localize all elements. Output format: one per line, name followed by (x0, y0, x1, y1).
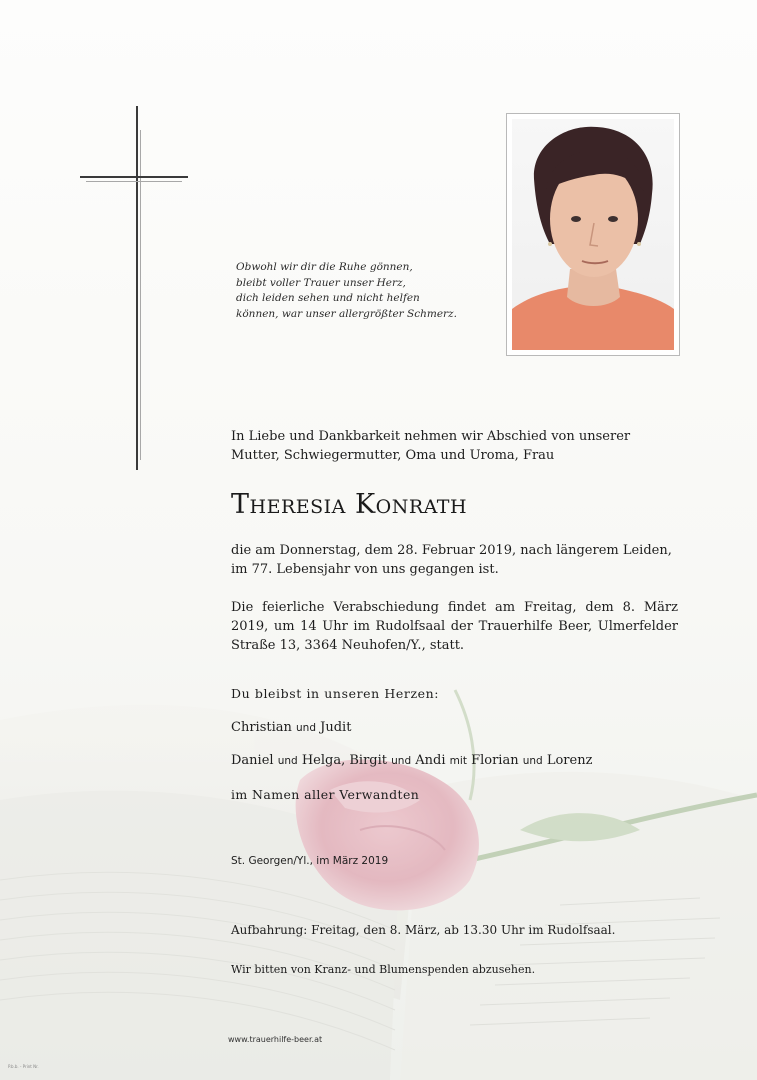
place-date: St. Georgen/Yl., im März 2019 (231, 855, 389, 867)
deceased-name: Theresia Konrath (231, 489, 468, 520)
poem-line: dich leiden sehen und nicht helfen (236, 292, 420, 305)
relative-name: Daniel (231, 753, 274, 768)
relative-name: Christian (231, 720, 292, 735)
conjunction: und (277, 755, 298, 767)
fine-print: P.b.b. - Print Nr. (8, 1064, 39, 1069)
viewing-notice: Aufbahrung: Freitag, den 8. März, ab 13.30 Uhr im Rudolfsaal. (231, 923, 616, 937)
conjunction: und (391, 755, 412, 767)
relatives-line-2 (231, 751, 592, 771)
relative-name: Andi (415, 753, 446, 768)
poem (236, 260, 486, 322)
relative-name: Lorenz (546, 753, 593, 768)
ceremony-text: Die feierliche Verabschiedung findet am Freitag, dem 8. März 2019, um 14 Uhr im Rudolfsaal der Trauerhilfe Beer, Ulmerfelder Straße 13, 3364 Neuhofen/Y., statt. (231, 600, 678, 653)
conjunction: und (522, 755, 543, 767)
death-notice: die am Donnerstag, dem 28. Februar 2019, nach längerem Leiden, im 77. Lebensjahr von uns gegangen ist. (231, 543, 672, 577)
donation-notice: Wir bitten von Kranz- und Blumenspenden abzusehen. (231, 963, 536, 976)
portrait-frame (506, 113, 680, 356)
poem-line: können, war unser allergrößter Schmerz. (236, 307, 457, 320)
relatives-line-1 (231, 718, 351, 738)
poem-line: Obwohl wir dir die Ruhe gönnen, (236, 261, 413, 273)
portrait-photo (512, 119, 674, 350)
remain-heading: Du bleibst in unseren Herzen: (231, 686, 440, 701)
conjunction: mit (449, 755, 467, 767)
portrait-icon (512, 119, 674, 350)
relative-name: Helga, (301, 753, 346, 768)
relative-name: Judit (320, 720, 352, 735)
website-link[interactable]: www.trauerhilfe-beer.at (228, 1035, 323, 1044)
poem-line: bleibt voller Trauer unser Herz, (236, 276, 406, 289)
relative-name: Florian (471, 753, 519, 768)
relative-name: Birgit (349, 753, 388, 768)
conjunction: und (296, 722, 316, 734)
relatives-line-3: im Namen aller Verwandten (231, 787, 420, 802)
intro-text: In Liebe und Dankbarkeit nehmen wir Abschied von unserer Mutter, Schwiegermutter, Oma und Uroma, Frau (231, 429, 631, 463)
